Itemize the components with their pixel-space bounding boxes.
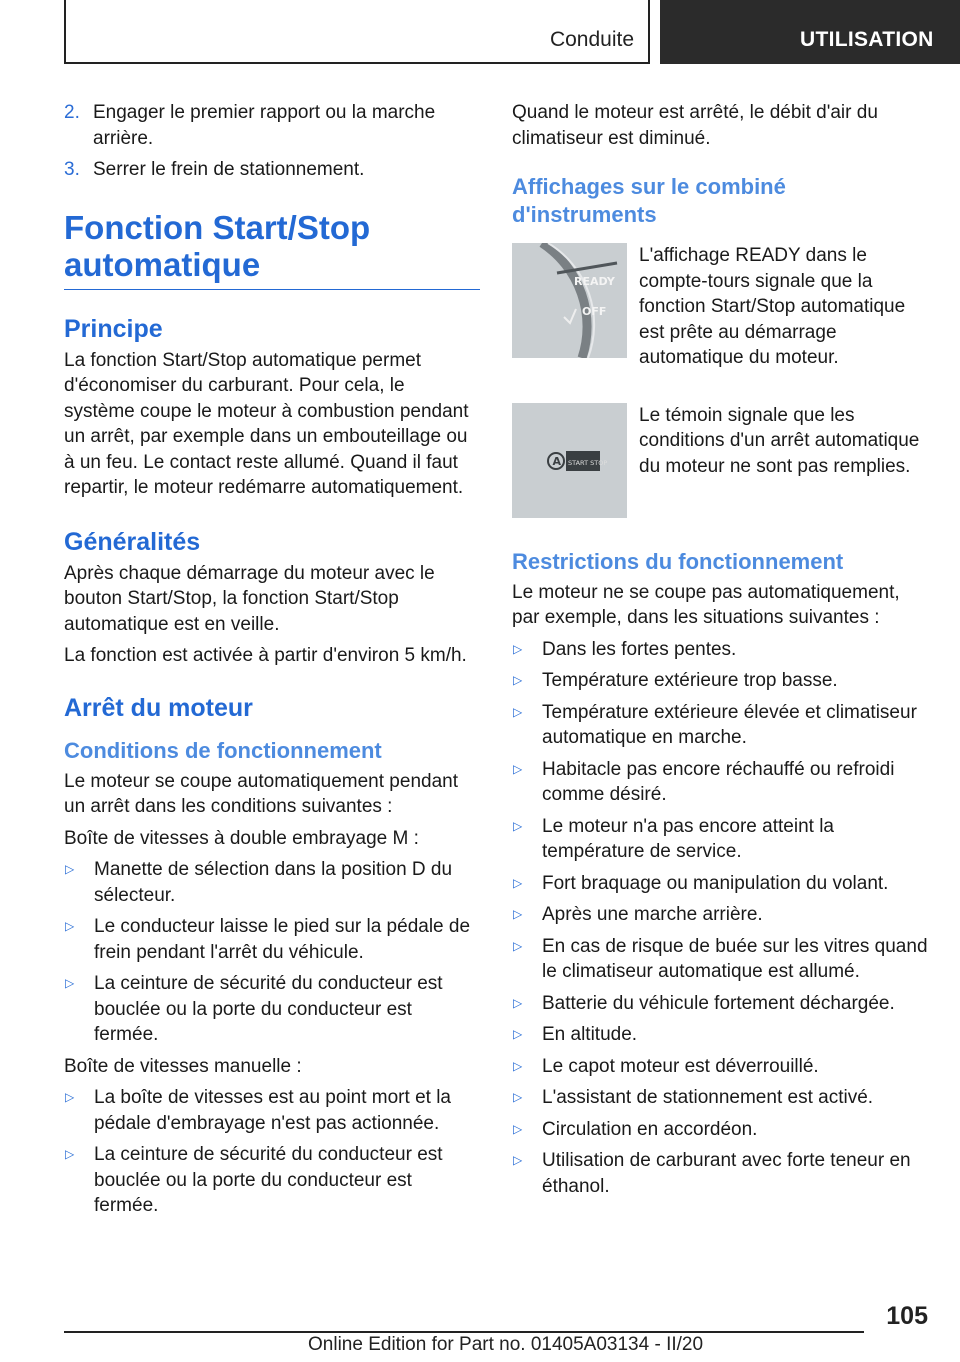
list-item: ▷ Batterie du véhicule fortement déchargée. [512, 991, 928, 1017]
list-item: ▷ En altitude. [512, 1022, 928, 1048]
list-item: ▷ Circulation en accordéon. [512, 1117, 928, 1143]
paragraph-intro: Quand le moteur est arrêté, le débit d'air du climatiseur est diminué. [512, 102, 878, 149]
triangle-bullet-icon: ▷ [513, 1027, 523, 1041]
triangle-bullet-icon: ▷ [513, 673, 523, 687]
triangle-bullet-icon: ▷ [513, 704, 523, 719]
list-item: ▷ La ceinture de sécurité du conducteur est bouclée ou la porte du conducteur est fermée. [64, 971, 480, 1048]
list-item: ▷ Température extérieure trop basse. [512, 668, 928, 694]
list-item: ▷ Manette de sélection dans la position D du sélecteur. [64, 857, 480, 908]
triangle-bullet-icon: ▷ [513, 995, 523, 1010]
header-chapter-label: UTILISATION [800, 28, 934, 51]
triangle-bullet-icon: ▷ [513, 1058, 523, 1073]
paragraph-principe: La fonction Start/Stop automatique permet d'économiser du carburant. Pour cela, le système coupe le moteur à combustion pendant un arrêt, par exemple dans un embouteillage ou à un feu. Le contact reste allumé. Quand il faut repartir, le moteur redémarre automatiquement. [64, 349, 469, 498]
list-item: ▷ L'assistant de stationnement est activé. [512, 1085, 928, 1111]
triangle-bullet-icon: ▷ [513, 818, 523, 833]
list-boite-manuelle [64, 1085, 480, 1219]
paragraph-generalites-1: Après chaque démarrage du moteur avec le bouton Start/Stop, la fonction Start/Stop automatique est en veille. [64, 562, 435, 635]
step-item [64, 157, 480, 183]
heading-arret-moteur: Arrêt du moteur [64, 693, 253, 722]
triangle-bullet-icon: ▷ [65, 1147, 75, 1161]
triangle-bullet-icon: ▷ [65, 862, 75, 876]
ready-display-text: L'affichage READY dans le compte-tours signale que la fonction Start/Stop automatique est prête au démarrage automatique du moteur. [639, 245, 906, 368]
paragraph-generalites-2: La fonction est activée à partir d'environ 5 km/h. [64, 645, 467, 666]
triangle-bullet-icon: ▷ [513, 641, 523, 656]
header-section-tab [64, 0, 650, 64]
list-item: ▷ La boîte de vitesses est au point mort et la pédale d'embrayage n'est pas actionnée. [64, 1085, 480, 1136]
left-column [64, 100, 480, 1225]
triangle-bullet-icon: ▷ [513, 1090, 523, 1104]
list-item: ▷ Utilisation de carburant avec forte teneur en éthanol. [512, 1148, 928, 1199]
list-item: ▷ Après une marche arrière. [512, 902, 928, 928]
heading-generalites: Généralités [64, 527, 201, 556]
svg-text:OFF: OFF [582, 305, 607, 318]
list-item: ▷ Fort braquage ou manipulation du volant. [512, 871, 928, 897]
svg-text:A: A [552, 454, 562, 468]
paragraph-conditions: Le moteur se coupe automatiquement pendant un arrêt dans les conditions suivantes : [64, 770, 458, 817]
section-title: Fonction Start/Stop automatique [64, 209, 480, 290]
list-item: ▷ Le conducteur laisse le pied sur la pédale de frein pendant l'arrêt du véhicule. [64, 914, 480, 965]
list-item: ▷ En cas de risque de buée sur les vitres quand le climatiseur automatique est allumé. [512, 934, 928, 985]
label-boite-manuelle: Boîte de vitesses manuelle : [64, 1055, 302, 1077]
start-stop-warning-image [512, 403, 627, 518]
footer-divider [64, 1331, 864, 1333]
step-text: Serrer le frein de stationnement. [93, 159, 365, 180]
step-item [64, 100, 480, 151]
ready-gauge-image [512, 243, 627, 358]
heading-principe: Principe [64, 314, 163, 343]
paragraph-restrictions: Le moteur ne se coupe pas automatiquement, par exemple, dans les situations suivantes : [512, 581, 900, 628]
step-number: 3. [64, 159, 80, 180]
triangle-bullet-icon: ▷ [513, 907, 523, 921]
list-item: ▷ La ceinture de sécurité du conducteur est bouclée ou la porte du conducteur est fermée. [64, 1142, 480, 1219]
triangle-bullet-icon: ▷ [513, 875, 523, 890]
page-number: 105 [886, 1302, 928, 1330]
triangle-bullet-icon: ▷ [65, 919, 75, 933]
header-section-label: Conduite [549, 28, 634, 51]
heading-affichages: Affichages sur le combiné d'instruments [512, 174, 786, 227]
triangle-bullet-icon: ▷ [513, 1121, 523, 1136]
header-chapter-tab [660, 0, 960, 64]
heading-restrictions: Restrictions du fonctionnement [512, 548, 844, 574]
list-item: ▷ Habitacle pas encore réchauffé ou refroidi comme désiré. [512, 757, 928, 808]
triangle-bullet-icon: ▷ [513, 938, 523, 953]
triangle-bullet-icon: ▷ [65, 1090, 75, 1104]
list-boite-m [64, 857, 480, 1048]
svg-text:START STOP: START STOP [568, 458, 608, 467]
step-text: Engager le premier rapport ou la marche arrière. [93, 102, 436, 149]
warning-light-row [512, 403, 928, 518]
list-restrictions [512, 637, 928, 1200]
footer-edition: Online Edition for Part no. 01405A03134 - II/20 [308, 1334, 704, 1355]
triangle-bullet-icon: ▷ [513, 761, 523, 776]
list-item: ▷ Le moteur n'a pas encore atteint la température de service. [512, 814, 928, 865]
triangle-bullet-icon: ▷ [65, 976, 75, 990]
warning-light-text: Le témoin signale que les conditions d'un arrêt automatique du moteur ne sont pas remplies. [639, 404, 920, 477]
step-number: 2. [64, 102, 80, 123]
list-item: ▷ Température extérieure élevée et climatiseur automatique en marche. [512, 700, 928, 751]
list-item: ▷ Dans les fortes pentes. [512, 637, 928, 663]
right-column [512, 100, 928, 1205]
heading-conditions: Conditions de fonctionnement [64, 737, 382, 763]
label-boite-m: Boîte de vitesses à double embrayage M : [64, 827, 419, 849]
triangle-bullet-icon: ▷ [513, 1153, 523, 1167]
svg-text:READY: READY [574, 275, 615, 288]
ready-display-row [512, 243, 928, 371]
list-item: ▷ Le capot moteur est déverrouillé. [512, 1054, 928, 1080]
